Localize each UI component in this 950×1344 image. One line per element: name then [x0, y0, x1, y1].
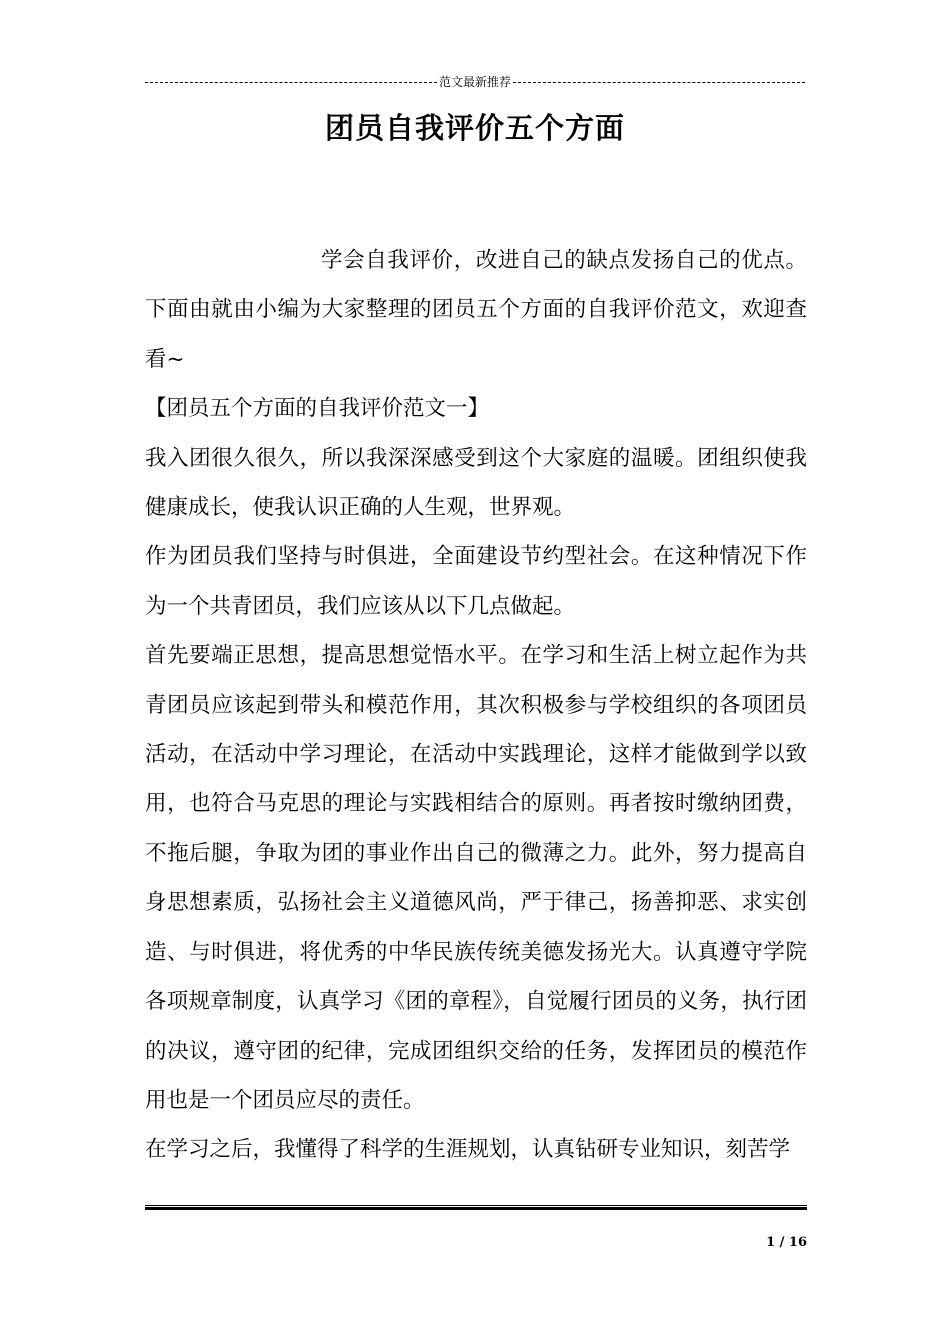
paragraph-intro: 学会自我评价，改进自己的缺点发扬自己的优点。下面由就由小编为大家整理的团员五个方面的自我评价范文，欢迎查看~ — [145, 248, 807, 372]
page-header — [145, 74, 805, 90]
paragraph-section-heading: 【团员五个方面的自我评价范文一】 — [145, 396, 490, 422]
header-dash-right — [513, 82, 805, 83]
paragraph: 在学习之后，我懂得了科学的生涯规划，认真钻研专业知识，刻苦学 — [145, 1137, 791, 1163]
header-dash-left — [145, 82, 437, 83]
paragraph: 作为团员我们坚持与时俱进，全面建设节约型社会。在这种情况下作为一个共青团员，我们应该从以下几点做起。 — [145, 544, 807, 619]
document-title: 团员自我评价五个方面 — [324, 111, 625, 145]
header-label: 范文最新推荐 — [439, 75, 512, 89]
document-body — [145, 236, 807, 1175]
page-number: 1 / 16 — [766, 1235, 807, 1250]
paragraph: 首先要端正思想，提高思想觉悟水平。在学习和生活上树立起作为共青团员应该起到带头和模范作用，其次积极参与学校组织的各项团员活动，在活动中学习理论，在活动中实践理论，这样才能做到学以致用，也符合马克思的理论与实践相结合的原则。再者按时缴纳团费，不拖后腿，争取为团的事业作出自己的微薄之力。此外，努力提高自身思想素质，弘扬社会主义道德风尚，严于律己，扬善抑恶、求实创造、与时俱进，将优秀的中华民族传统美德发扬光大。认真遵守学院各项规章制度，认真学习《团的章程》，自觉履行团员的义务，执行团的决议，遵守团的纪律，完成团组织交给的任务，发挥团员的模范作用也是一个团员应尽的责任。 — [145, 643, 807, 1113]
footer-rule — [145, 1205, 807, 1210]
paragraph: 我入团很久很久，所以我深深感受到这个大家庭的温暖。团组织使我健康成长，使我认识正确的人生观，世界观。 — [145, 445, 807, 521]
